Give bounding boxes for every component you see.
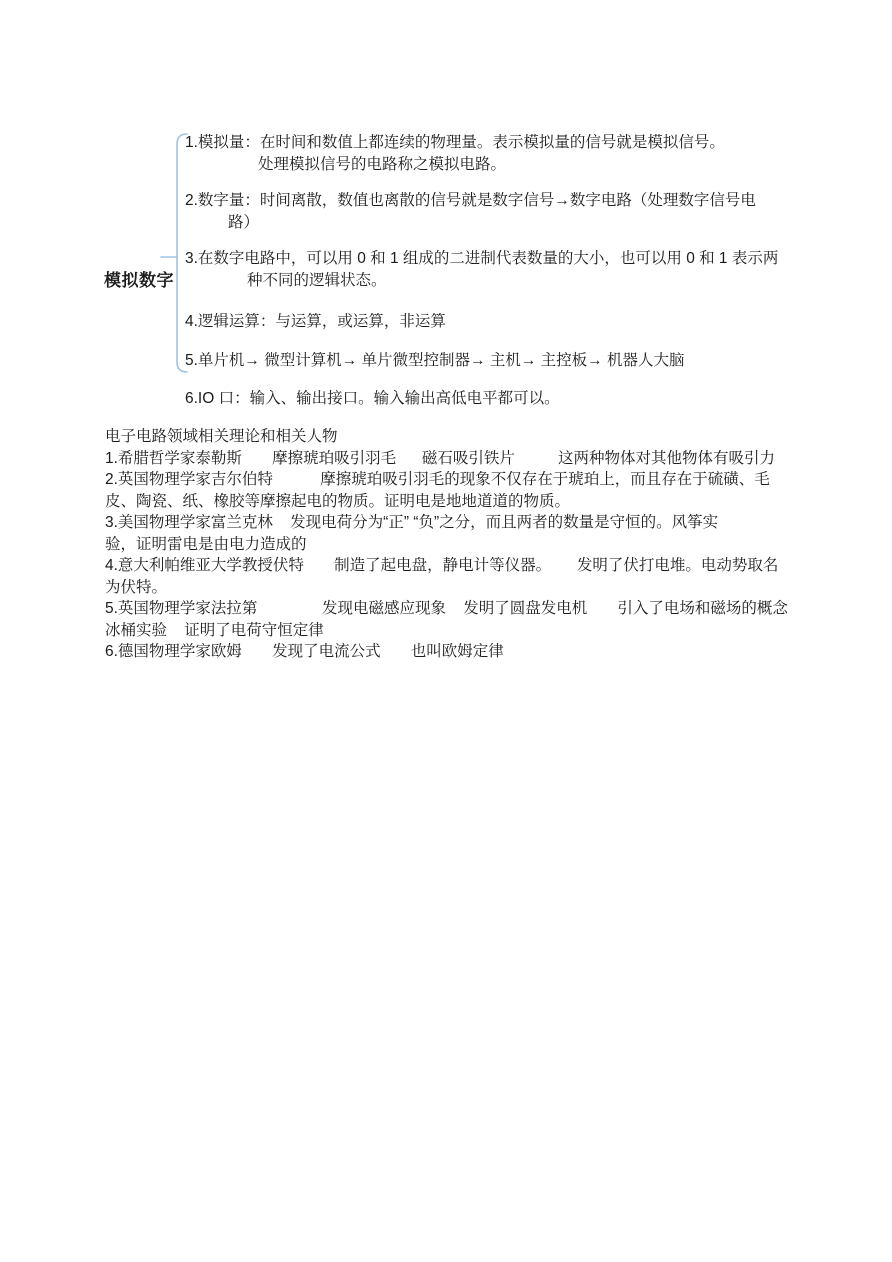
text-line: 种不同的逻辑状态。 <box>247 271 387 289</box>
text-line-faraday-1: 5.英国物理学家法拉第 发现电磁感应现象 发明了圆盘发电机 引入了电场和磁场的概念 <box>105 600 788 617</box>
text-line: 2.数字量：时间离散，数值也离散的信号就是数字信号→数字电路（处理数字信号电 <box>185 192 756 209</box>
outline-item-logic-ops <box>185 311 825 333</box>
text-line-gilbert-1: 2.英国物理学家吉尔伯特 摩擦琥珀吸引羽毛的现象不仅存在于琥珀上，而且存在于硫磺、毛 <box>105 471 770 488</box>
outline-item-mcu-chain <box>185 350 825 372</box>
text-line: 6.IO 口：输入、输出接口。输入输出高低电平都可以。 <box>185 390 560 407</box>
outline-item-binary <box>185 248 825 291</box>
text-line-faraday-2: 冰桶实验 证明了电荷守恒定律 <box>105 621 324 639</box>
text-line-franklin-2: 验，证明雷电是由电力造成的 <box>105 535 307 553</box>
text-line: 路） <box>228 213 260 231</box>
text-line-ohm: 6.德国物理学家欧姆 发现了电流公式 也叫欧姆定律 <box>105 643 504 660</box>
theory-section <box>105 426 835 663</box>
text-line: 3.在数字电路中，可以用 0 和 1 组成的二进制代表数量的大小，也可以用 0 和 1 表示两 <box>185 250 779 267</box>
outline-item-analog <box>185 132 825 175</box>
text-line: 1.模拟量：在时间和数值上都连续的物理量。表示模拟量的信号就是模拟信号。 <box>185 134 725 151</box>
outline-label: 模拟数字 <box>104 271 174 290</box>
text-line: 4.逻辑运算：与运算，或运算，非运算 <box>185 313 446 330</box>
outline-item-io-port <box>185 388 825 410</box>
section-title: 电子电路领域相关理论和相关人物 <box>105 428 338 445</box>
text-line-volta-1: 4.意大利帕维亚大学教授伏特 制造了起电盘，静电计等仪器。 发明了伏打电堆。电动势取名 <box>105 557 779 574</box>
text-line: 处理模拟信号的电路称之模拟电路。 <box>258 155 507 173</box>
text-line-volta-2: 为伏特。 <box>105 578 168 596</box>
text-line-thales: 1.希腊哲学家泰勒斯 摩擦琥珀吸引羽毛 磁石吸引铁片 这两种物体对其他物体有吸引力 <box>105 449 775 467</box>
text-line-franklin-1: 3.美国物理学家富兰克林 发现电荷分为“正” “负”之分，而且两者的数量是守恒的。风筝实 <box>105 514 719 531</box>
outline-item-digital <box>185 190 825 233</box>
text-line: 5.单片机→ 微型计算机→ 单片微型控制器→ 主机→ 主控板→ 机器人大脑 <box>185 352 685 369</box>
text-line-gilbert-2: 皮、陶瓷、纸、橡胶等摩擦起电的物质。证明电是地地道道的物质。 <box>105 492 571 510</box>
